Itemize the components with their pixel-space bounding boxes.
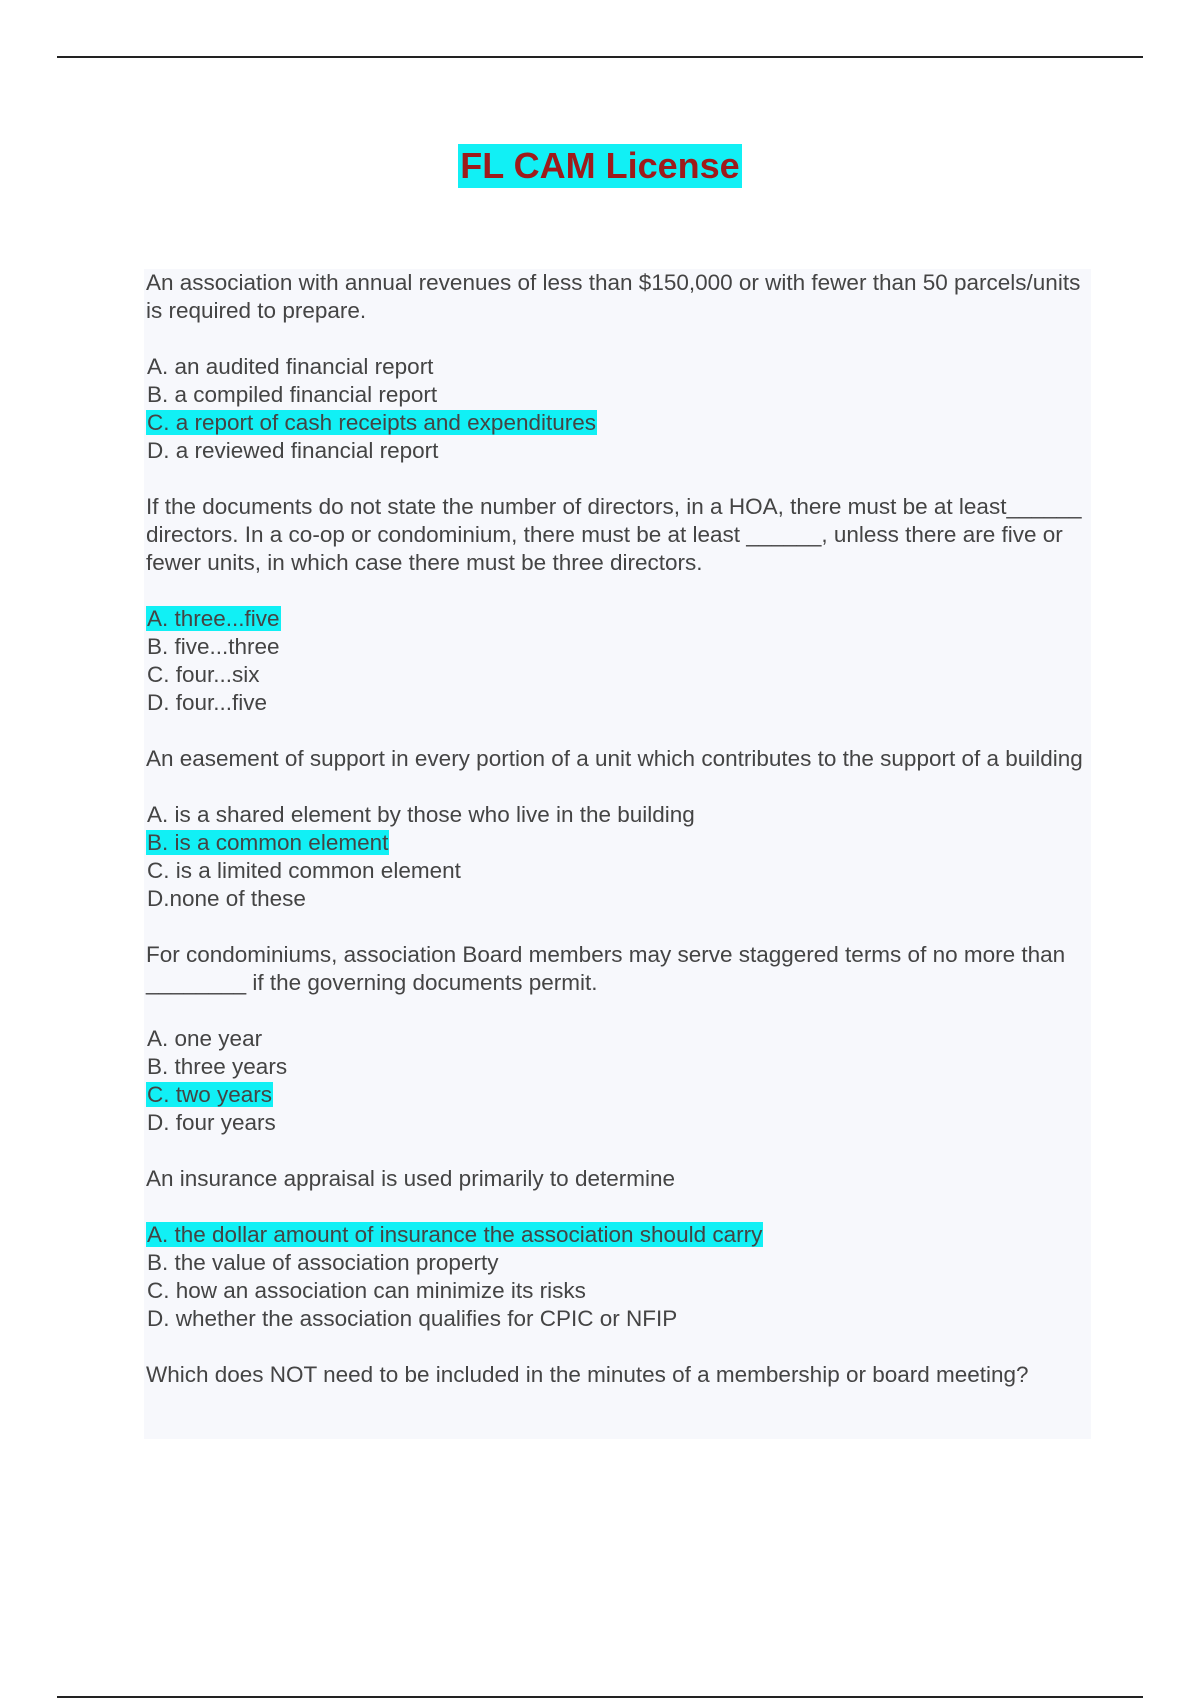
footer-rule <box>57 1696 1143 1698</box>
option-d: D. whether the association qualifies for CPIC or NFIP <box>147 1306 678 1331</box>
question-2 <box>146 493 1089 717</box>
question-1 <box>146 269 1089 465</box>
option-a-highlighted: A. the dollar amount of insurance the association should carry <box>147 1222 763 1247</box>
option-c: C. is a limited common element <box>147 858 461 883</box>
option-a: A. is a shared element by those who live in the building <box>147 802 695 827</box>
question-4 <box>146 941 1089 1137</box>
option-c-highlighted: C. a report of cash receipts and expenditures <box>147 410 597 435</box>
option-b: B. the value of association property <box>147 1250 499 1275</box>
question-5 <box>146 1165 1089 1333</box>
option-a-highlighted: A. three...five <box>147 606 280 631</box>
option-a: A. one year <box>147 1026 263 1051</box>
question-text: An association with annual revenues of less than $150,000 or with fewer than 50 parcels/units is required to prepare. <box>146 270 1081 323</box>
question-text: Which does NOT need to be included in the minutes of a membership or board meeting? <box>146 1362 1029 1387</box>
question-text: If the documents do not state the number of directors, in a HOA, there must be at least______ directors. In a co-op or condominium, there must be at least ______, unless there are five or fewer units, in which case there must be three directors. <box>146 494 1082 575</box>
header-rule <box>57 56 1143 58</box>
question-3 <box>146 745 1089 913</box>
document-title: FL CAM License <box>460 145 740 186</box>
title-container <box>0 144 1200 188</box>
option-d: D. a reviewed financial report <box>147 438 439 463</box>
option-d: D. four years <box>147 1110 276 1135</box>
question-text: An easement of support in every portion of a unit which contributes to the support of a building <box>146 746 1083 771</box>
question-list <box>144 269 1091 1439</box>
option-b: B. five...three <box>147 634 280 659</box>
question-text: For condominiums, association Board members may serve staggered terms of no more than ________ if the governing documents permit. <box>146 942 1066 995</box>
option-c-highlighted: C. two years <box>147 1082 273 1107</box>
option-b: B. three years <box>147 1054 288 1079</box>
option-c: C. four...six <box>147 662 260 687</box>
option-b-highlighted: B. is a common element <box>147 830 389 855</box>
option-d: D.none of these <box>147 886 306 911</box>
option-a: A. an audited financial report <box>147 354 434 379</box>
option-d: D. four...five <box>147 690 268 715</box>
option-b: B. a compiled financial report <box>147 382 438 407</box>
question-text: An insurance appraisal is used primarily to determine <box>146 1166 676 1191</box>
question-6 <box>146 1361 1089 1389</box>
option-c: C. how an association can minimize its risks <box>147 1278 586 1303</box>
